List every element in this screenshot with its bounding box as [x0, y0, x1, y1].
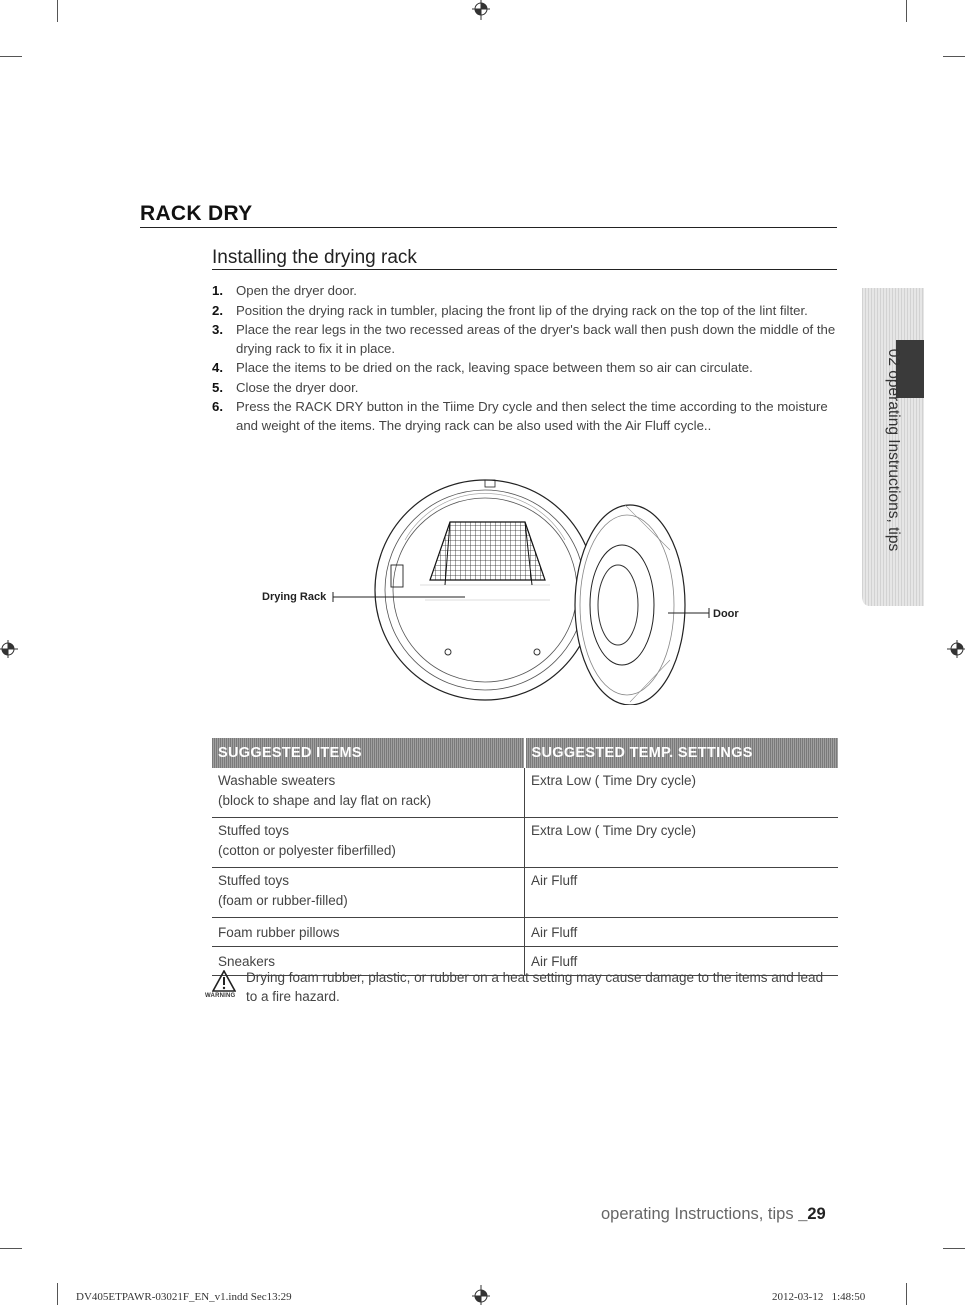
step-number: 1.	[212, 283, 223, 298]
table-row	[212, 918, 838, 947]
step-text: Press the RACK DRY button in the Tiime Dry cycle and then select the time according to the moisture and weight of the items. The drying rack can be also used with the Air Fluff cycle..	[236, 399, 828, 433]
step-number: 3.	[212, 322, 223, 337]
step-text: Open the dryer door.	[236, 283, 357, 298]
crop-mark	[906, 1283, 907, 1305]
setting-cell: Air Fluff	[525, 947, 839, 976]
crop-mark	[0, 1248, 22, 1249]
table-row	[212, 768, 838, 818]
step-text: Place the rear legs in the two recessed areas of the dryer's back wall then push down the middle of the drying rack to fix it in place.	[236, 322, 836, 356]
crop-mark	[57, 0, 58, 22]
step-number: 6.	[212, 399, 223, 414]
setting-cell: Extra Low ( Time Dry cycle)	[525, 768, 839, 818]
dryer-rack-illustration	[250, 470, 750, 705]
item-name: Stuffed toys	[218, 823, 290, 838]
registration-mark-icon	[0, 638, 22, 660]
item-name: Washable sweaters	[218, 773, 336, 788]
subsection-rule	[212, 269, 837, 270]
instruction-steps	[212, 282, 838, 436]
warning-caption: WARNING	[205, 993, 236, 999]
door-label: Door	[713, 608, 739, 620]
step-number: 5.	[212, 379, 223, 395]
drying-rack-label: Drying Rack	[262, 591, 327, 603]
subsection-title: Installing the drying rack	[212, 247, 417, 268]
step-item	[212, 321, 838, 358]
setting-cell: Air Fluff	[525, 918, 839, 947]
table-row	[212, 868, 838, 918]
crop-mark	[0, 56, 22, 57]
warning-icon	[212, 970, 236, 992]
setting-cell: Air Fluff	[525, 868, 839, 918]
step-number: 4.	[212, 360, 223, 375]
dryer-opening	[375, 480, 595, 700]
section-rule	[140, 227, 837, 228]
item-cell	[212, 768, 525, 818]
step-item	[212, 302, 838, 321]
item-detail: (cotton or polyester fiberfilled)	[218, 843, 396, 858]
crop-mark	[906, 0, 907, 22]
item-cell	[212, 868, 525, 918]
page-footer	[601, 1205, 826, 1224]
item-cell	[212, 918, 525, 947]
registration-mark-icon	[470, 1283, 492, 1305]
column-header-settings: SUGGESTED TEMP. SETTINGS	[525, 738, 839, 768]
table-row	[212, 818, 838, 868]
step-text: Position the drying rack in tumbler, placing the front lip of the drying rack on the top of the lint filter.	[236, 302, 808, 318]
item-detail: (block to shape and lay flat on rack)	[218, 793, 432, 808]
step-text: Close the dryer door.	[236, 379, 359, 395]
setting-cell: Extra Low ( Time Dry cycle)	[525, 818, 839, 868]
dryer-door	[575, 505, 685, 705]
column-header-items: SUGGESTED ITEMS	[212, 738, 525, 768]
print-slug-timestamp: 2012-03-12 1:48:50	[772, 1291, 866, 1303]
step-item	[212, 359, 838, 378]
chapter-tab-label: 02 operating Instructions, tips	[885, 348, 902, 552]
crop-mark	[57, 1283, 58, 1305]
item-name: Sneakers	[218, 954, 276, 969]
crop-mark	[943, 1248, 965, 1249]
page-number: _29	[798, 1205, 826, 1223]
warning-text: Drying foam rubber, plastic, or rubber on a heat setting may cause damage to the items and lead to a fire hazard.	[246, 970, 824, 1004]
step-item	[212, 282, 838, 301]
item-name: Foam rubber pillows	[218, 925, 340, 940]
step-item	[212, 379, 838, 398]
step-number: 2.	[212, 302, 223, 318]
registration-mark-icon	[943, 638, 965, 660]
table-header-row	[212, 738, 838, 768]
step-item	[212, 398, 838, 435]
footer-text: operating Instructions, tips	[601, 1205, 794, 1223]
print-slug-file: DV405ETPAWR-03021F_EN_v1.indd Sec13:29	[76, 1291, 292, 1303]
step-text: Place the items to be dried on the rack, leaving space between them so air can circulate.	[236, 360, 753, 375]
section-title: RACK DRY	[140, 202, 253, 225]
item-cell	[212, 818, 525, 868]
registration-mark-icon	[470, 0, 492, 22]
suggested-settings-table	[212, 738, 838, 976]
crop-mark	[943, 56, 965, 57]
item-detail: (foam or rubber-filled)	[218, 893, 348, 908]
item-name: Stuffed toys	[218, 873, 290, 888]
